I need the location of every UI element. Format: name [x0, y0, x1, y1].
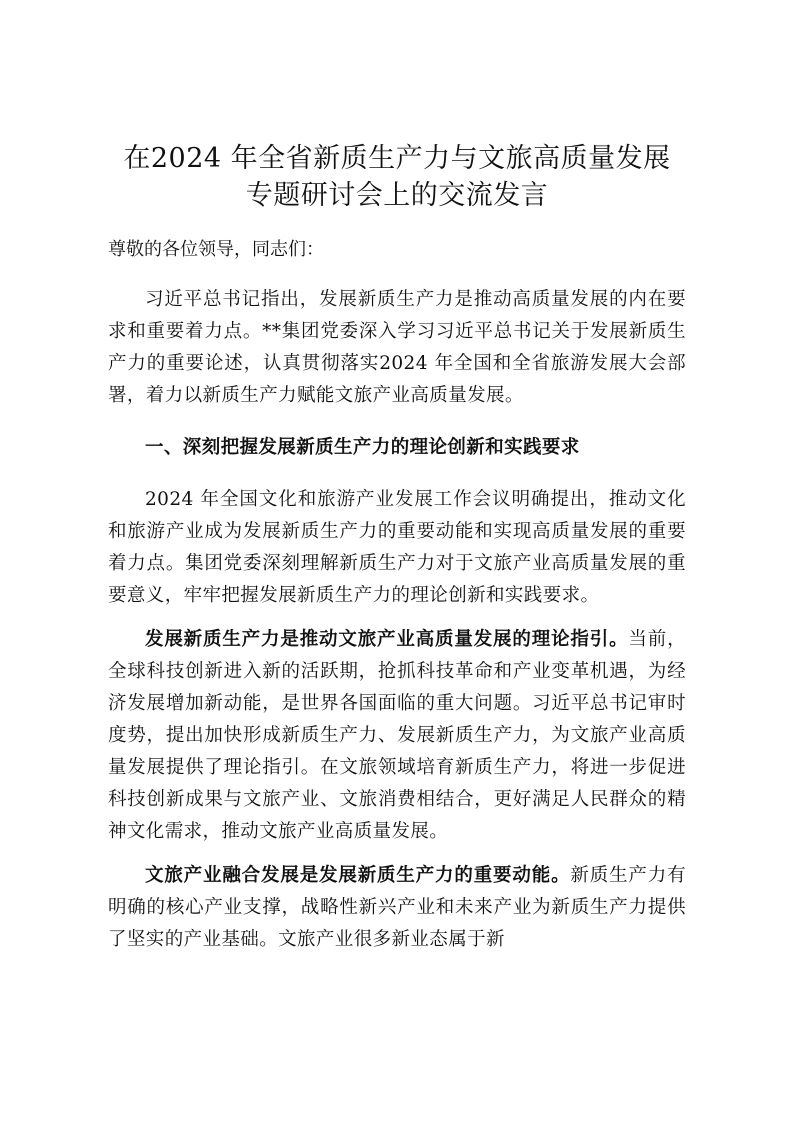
- title-line-2: 专题研讨会上的交流发言: [245, 180, 549, 211]
- fusion-body: 新质生产力有明确的核心产业支撑，战略性新兴产业和未来产业为新质生产力提供了坚实的产业基础。文旅产业很多新业态属于新: [108, 865, 686, 950]
- section-1-heading: 一、深刻把握发展新质生产力的理论创新和实践要求: [145, 437, 580, 458]
- title-line-1: 在2024 年全省新质生产力与文旅高质量发展: [123, 143, 671, 174]
- theory-guide-lead: 发展新质生产力是推动文旅产业高质量发展的理论指引。: [145, 629, 629, 650]
- document-title: [108, 140, 686, 214]
- salutation: 尊敬的各位领导，同志们：: [108, 239, 324, 260]
- section-1-intro-paragraph: 2024 年全国文化和旅游产业发展工作会议明确提出，推动文化和旅游产业成为发展新质生产力的重要动能和实现高质量发展的重要着力点。集团党委深刻理解新质生产力对于文旅产业高质量发展的重要意义，牢牢把握发展新质生产力的理论创新和实践要求。: [108, 489, 686, 606]
- fusion-paragraph: [108, 860, 686, 956]
- theory-guide-paragraph: [108, 624, 686, 848]
- intro-paragraph: 习近平总书记指出，发展新质生产力是推动高质量发展的内在要求和重要着力点。**集团党委深入学习习近平总书记关于发展新质生产力的重要论述，认真贯彻落实2024 年全国和全省旅游发展大会部署，着力以新质生产力赋能文旅产业高质量发展。: [108, 289, 686, 406]
- theory-guide-body: 当前，全球科技创新进入新的活跃期，抢抓科技革命和产业变革机遇，为经济发展增加新动能，是世界各国面临的重大问题。习近平总书记审时度势，提出加快形成新质生产力、发展新质生产力，为文旅产业高质量发展提供了理论指引。在文旅领域培育新质生产力，将进一步促进科技创新成果与文旅产业、文旅消费相结合，更好满足人民群众的精神文化需求，推动文旅产业高质量发展。: [108, 629, 686, 842]
- document-content: [108, 140, 686, 956]
- fusion-lead: 文旅产业融合发展是发展新质生产力的重要动能。: [145, 865, 571, 886]
